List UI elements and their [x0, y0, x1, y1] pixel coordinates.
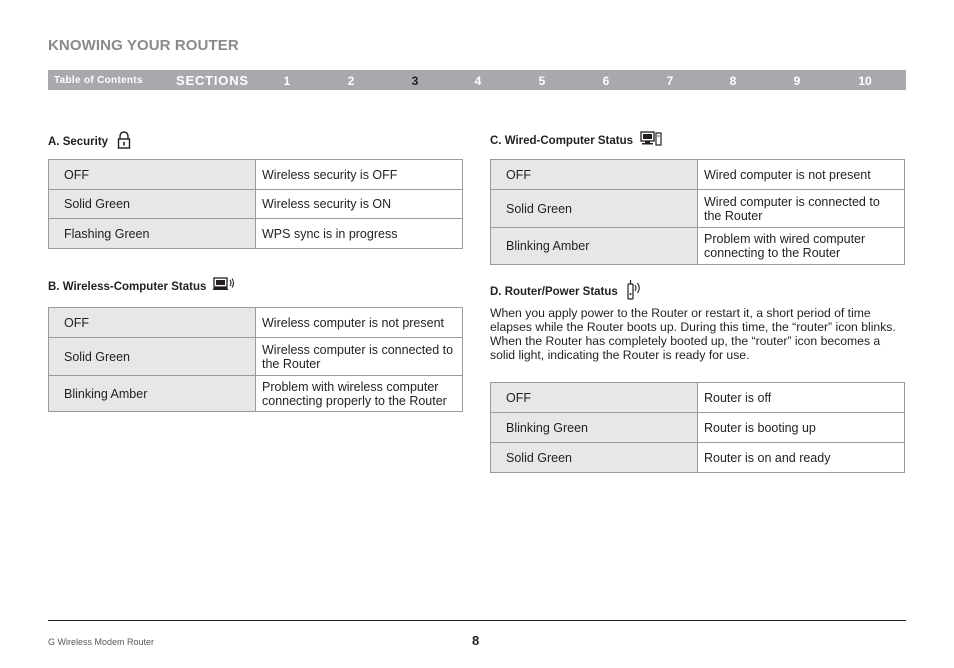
section-link-7[interactable]: 7: [666, 74, 674, 88]
table-row: [49, 308, 463, 338]
led-state: OFF: [49, 308, 256, 338]
led-description: Wired computer is not present: [698, 160, 905, 190]
led-state: Blinking Amber: [49, 376, 256, 412]
led-state: Blinking Amber: [491, 228, 698, 265]
led-state: Solid Green: [491, 443, 698, 473]
led-description: Wireless security is OFF: [256, 160, 463, 190]
wireless-title-text: B. Wireless-Computer Status: [48, 280, 207, 293]
wired-title-text: C. Wired-Computer Status: [490, 134, 634, 147]
led-description: Router is on and ready: [698, 443, 905, 473]
wired-status-table: [490, 159, 905, 265]
table-row: [49, 338, 463, 376]
router-status-table: [490, 382, 905, 473]
led-description: Problem with wireless computer connecting properly to the Router: [256, 376, 463, 412]
section-link-5[interactable]: 5: [538, 74, 546, 88]
footer-divider: [48, 620, 906, 621]
security-title-text: A. Security: [48, 135, 109, 148]
section-link-2[interactable]: 2: [347, 74, 355, 88]
table-row: [491, 190, 905, 228]
wireless-section-title: [48, 276, 236, 297]
table-of-contents-link[interactable]: Table of Contents: [54, 75, 143, 86]
section-link-3[interactable]: 3: [411, 74, 419, 88]
led-state: Blinking Green: [491, 413, 698, 443]
led-description: Wireless security is ON: [256, 190, 463, 219]
section-link-9[interactable]: 9: [793, 74, 801, 88]
sections-nav-bar: [48, 70, 906, 90]
section-link-10[interactable]: 10: [858, 74, 872, 88]
lock-icon: [114, 130, 134, 153]
table-row: [491, 228, 905, 265]
router-title-text: D. Router/Power Status: [490, 285, 618, 298]
table-row: [491, 383, 905, 413]
table-row: [491, 413, 905, 443]
led-state: OFF: [491, 383, 698, 413]
wired-section-title: [490, 130, 663, 151]
router-icon: [624, 279, 644, 304]
page-number: 8: [472, 633, 480, 648]
section-link-1[interactable]: 1: [283, 74, 291, 88]
led-description: Router is booting up: [698, 413, 905, 443]
led-state: Flashing Green: [49, 219, 256, 249]
section-link-8[interactable]: 8: [729, 74, 737, 88]
section-link-4[interactable]: 4: [474, 74, 482, 88]
footer-product-name: G Wireless Modem Router: [48, 637, 155, 647]
led-description: Router is off: [698, 383, 905, 413]
wireless-status-table: [48, 307, 463, 412]
led-state: Solid Green: [49, 190, 256, 219]
wireless-laptop-icon: [212, 276, 236, 297]
led-description: Wired computer is connected to the Router: [698, 190, 905, 228]
wired-computer-icon: [639, 130, 663, 151]
led-state: OFF: [491, 160, 698, 190]
security-section-title: [48, 130, 134, 153]
led-description: Wireless computer is connected to the Router: [256, 338, 463, 376]
table-row: [491, 443, 905, 473]
sections-label: SECTIONS: [176, 73, 249, 88]
led-description: Wireless computer is not present: [256, 308, 463, 338]
security-status-table: [48, 159, 463, 249]
page-title: KNOWING YOUR ROUTER: [48, 37, 239, 54]
table-row: [49, 190, 463, 219]
table-row: [49, 160, 463, 190]
section-link-6[interactable]: 6: [602, 74, 610, 88]
table-row: [49, 376, 463, 412]
led-state: OFF: [49, 160, 256, 190]
router-power-paragraph: When you apply power to the Router or restart it, a short period of time elapses while the Router boots up. During this time, the “router” icon blinks. When the Router has completely booted up, the “router” icon becomes a solid light, indicating the Router is ready for use.: [490, 306, 896, 362]
led-state: Solid Green: [491, 190, 698, 228]
router-section-title: [490, 279, 644, 304]
led-description: WPS sync is in progress: [256, 219, 463, 249]
led-description: Problem with wired computer connecting to the Router: [698, 228, 905, 265]
table-row: [49, 219, 463, 249]
led-state: Solid Green: [49, 338, 256, 376]
table-row: [491, 160, 905, 190]
